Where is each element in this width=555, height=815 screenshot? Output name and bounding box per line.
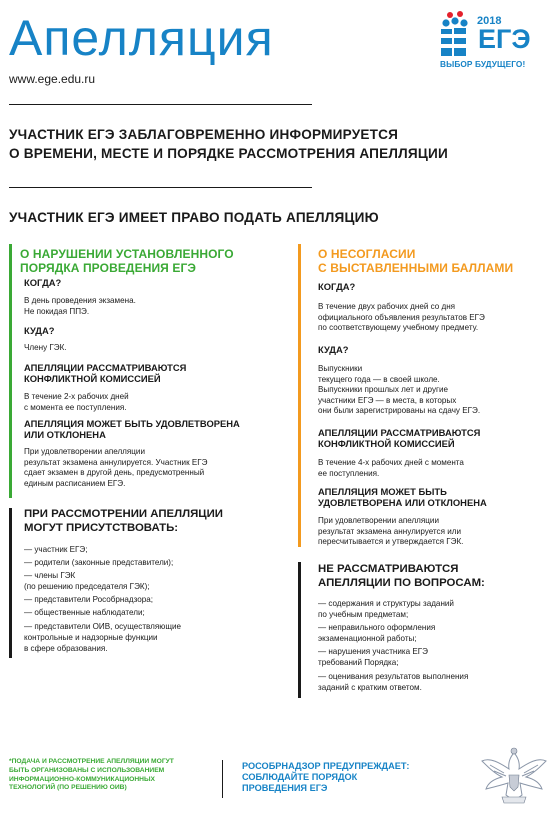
left-where-label: КУДА? xyxy=(24,325,55,336)
footer-note xyxy=(9,758,174,793)
list-item: — оценивания результатов выполнения xyxy=(318,671,469,681)
left-accent-bar xyxy=(9,244,12,498)
text-line: участники ЕГЭ — в места, в которых xyxy=(318,395,457,405)
headline-line: О ВРЕМЕНИ, МЕСТЕ И ПОРЯДКЕ РАССМОТРЕНИЯ АПЕЛЛЯЦИИ xyxy=(9,146,448,161)
list-item: экзаменационной работы; xyxy=(318,634,417,644)
headline xyxy=(9,125,448,163)
list-item: — содержания и структуры заданий xyxy=(318,599,454,608)
list-item: — неправильного оформления xyxy=(318,623,436,633)
left-title-line: О НАРУШЕНИИ УСТАНОВЛЕННОГО xyxy=(20,247,234,261)
text-line: с момента ее поступления. xyxy=(24,402,127,412)
text-line: результат экзамена аннулируется. Участник ЕГЭ xyxy=(24,457,208,467)
text-line: пересчитывается и утверждается ГЭК. xyxy=(318,537,464,547)
label-line: АПЕЛЛЯЦИЯ МОЖЕТ БЫТЬ УДОВЛЕТВОРЕНА xyxy=(24,418,240,429)
warning-line: ПРОВЕДЕНИЯ ЕГЭ xyxy=(242,783,328,793)
text-line: В течение 2-х рабочих дней xyxy=(24,392,129,401)
list-item: — представители ОИВ, осуществляющие xyxy=(24,621,181,631)
text-line: Не покидая ППЭ. xyxy=(24,306,90,316)
right-heading: УЧАСТНИК ЕГЭ ИМЕЕТ ПРАВО ПОДАТЬ АПЕЛЛЯЦИЮ xyxy=(9,210,379,225)
list-item: требований Порядка; xyxy=(318,658,399,668)
note-line: БЫТЬ ОРГАНИЗОВАНЫ С ИСПОЛЬЗОВАНИЕМ xyxy=(9,766,165,774)
right-outcome-text xyxy=(318,516,463,548)
right-title-line: О НЕСОГЛАСИИ xyxy=(318,247,416,261)
title-line: АПЕЛЛЯЦИИ ПО ВОПРОСАМ: xyxy=(318,576,485,589)
left-present-list xyxy=(24,544,181,654)
list-item: по учебным предметам; xyxy=(318,610,409,620)
footer-divider xyxy=(222,760,223,798)
text-line: В течение двух рабочих дней со дня xyxy=(318,302,456,311)
text-line: Выпускники xyxy=(318,364,363,373)
note-line: *ПОДАЧА И РАССМОТРЕНИЕ АПЕЛЛЯЦИИ МОГУТ xyxy=(9,758,174,765)
text-line: В течение 4-х рабочих дней с момента xyxy=(318,458,464,467)
right-when-text xyxy=(318,302,485,334)
warning-line: РОСОБРНАДЗОР ПРЕДУПРЕЖДАЕТ: xyxy=(242,761,410,771)
list-item: (по решению председателя ГЭК); xyxy=(24,582,150,592)
list-item: в сфере образования. xyxy=(24,643,108,653)
text-line: по соответствующему учебному предмету. xyxy=(318,323,479,333)
left-review-text xyxy=(24,392,129,413)
label-line: ИЛИ ОТКЛОНЕНА xyxy=(24,429,106,440)
right-not-list xyxy=(318,598,468,693)
logo-word: ЕГЭ xyxy=(478,24,531,54)
note-line: ИНФОРМАЦИОННО-КОММУНИКАЦИОННЫХ xyxy=(9,775,155,783)
right-not-title xyxy=(318,563,485,590)
left-outcome-text xyxy=(24,447,207,489)
right-outcome-label xyxy=(318,486,487,508)
list-item: контрольные и надзорные функции xyxy=(24,632,158,642)
left-present-bar xyxy=(9,508,12,658)
left-title-line: ПОРЯДКА ПРОВЕДЕНИЯ ЕГЭ xyxy=(20,261,196,275)
list-item: — родители (законные представители); xyxy=(24,558,174,568)
list-item: — представители Рособрнадзора; xyxy=(24,595,153,605)
text-line: текущего года — в своей школе. xyxy=(318,374,440,384)
left-review-label xyxy=(24,362,186,384)
right-review-label xyxy=(318,427,480,449)
list-item: — участник ЕГЭ; xyxy=(24,545,88,554)
note-line: ТЕХНОЛОГИЙ (ПО РЕШЕНИЮ ОИВ) xyxy=(9,784,127,792)
right-when-label: КОГДА? xyxy=(318,281,356,292)
list-item: — нарушения участника ЕГЭ xyxy=(318,647,428,657)
text-line: При удовлетворении апелляции xyxy=(318,516,439,525)
right-accent-bar xyxy=(298,244,301,547)
left-when-label: КОГДА? xyxy=(24,277,62,288)
label-line: АПЕЛЛЯЦИЯ МОЖЕТ БЫТЬ xyxy=(318,486,447,497)
text-line: результат экзамена аннулируется или xyxy=(318,526,461,536)
list-item: — общественные наблюдатели; xyxy=(24,608,145,618)
warning-line: СОБЛЮДАЙТЕ ПОРЯДОК xyxy=(242,772,358,782)
logo-year: 2018 xyxy=(477,15,502,27)
divider xyxy=(9,187,312,188)
list-item: — члены ГЭК xyxy=(24,571,76,581)
headline-line: УЧАСТНИК ЕГЭ ЗАБЛАГОВРЕМЕННО ИНФОРМИРУЕТСЯ xyxy=(9,127,399,142)
logo-slogan: ВЫБОР БУДУЩЕГО! xyxy=(440,59,526,69)
website-link[interactable]: www.ege.edu.ru xyxy=(9,72,96,86)
page-title: Апелляция xyxy=(9,10,274,66)
label-line: КОНФЛИКТНОЙ КОМИССИЕЙ xyxy=(24,373,161,384)
eagle-emblem-icon xyxy=(480,745,548,807)
text-line: единым расписанием ЕГЭ. xyxy=(24,478,126,488)
right-title-line: С ВЫСТАВЛЕННЫМИ БАЛЛАМИ xyxy=(318,261,514,275)
label-line: АПЕЛЛЯЦИИ РАССМАТРИВАЮТСЯ xyxy=(24,362,187,373)
title-line: МОГУТ ПРИСУТСТВОВАТЬ: xyxy=(24,521,179,534)
left-outcome-label xyxy=(24,418,240,440)
label-line: АПЕЛЛЯЦИИ РАССМАТРИВАЮТСЯ xyxy=(318,427,481,438)
label-line: КОНФЛИКТНОЙ КОМИССИЕЙ xyxy=(318,438,455,449)
right-where-label: КУДА? xyxy=(318,344,349,355)
text-line: При удовлетворении апелляции xyxy=(24,447,145,456)
right-review-text xyxy=(318,458,464,479)
right-title xyxy=(318,247,513,275)
right-not-bar xyxy=(298,562,301,698)
right-where-text xyxy=(318,364,480,417)
divider xyxy=(9,104,312,105)
text-line: В день проведения экзамена. xyxy=(24,296,136,305)
text-line: они были зарегистрированы на сдачу ЕГЭ. xyxy=(318,406,481,416)
text-line: Выпускники прошлых лет и другие xyxy=(318,385,448,395)
text-line: ее поступления. xyxy=(318,468,380,478)
text-line: официального объявления результатов ЕГЭ xyxy=(318,312,485,322)
left-title xyxy=(20,247,234,275)
left-present-title xyxy=(24,508,223,535)
footer-warning xyxy=(242,761,409,794)
text-line: Члену ГЭК. xyxy=(24,343,67,352)
list-item: заданий с кратким ответом. xyxy=(318,682,422,692)
left-when-text xyxy=(24,296,136,317)
text-line: сдает экзамен в другой день, предусмотренный xyxy=(24,468,205,478)
title-line: НЕ РАССМАТРИВАЮТСЯ xyxy=(318,563,459,575)
left-where-text xyxy=(24,343,67,354)
label-line: УДОВЛЕТВОРЕНА ИЛИ ОТКЛОНЕНА xyxy=(318,497,487,508)
title-line: ПРИ РАССМОТРЕНИИ АПЕЛЛЯЦИИ xyxy=(24,508,223,520)
